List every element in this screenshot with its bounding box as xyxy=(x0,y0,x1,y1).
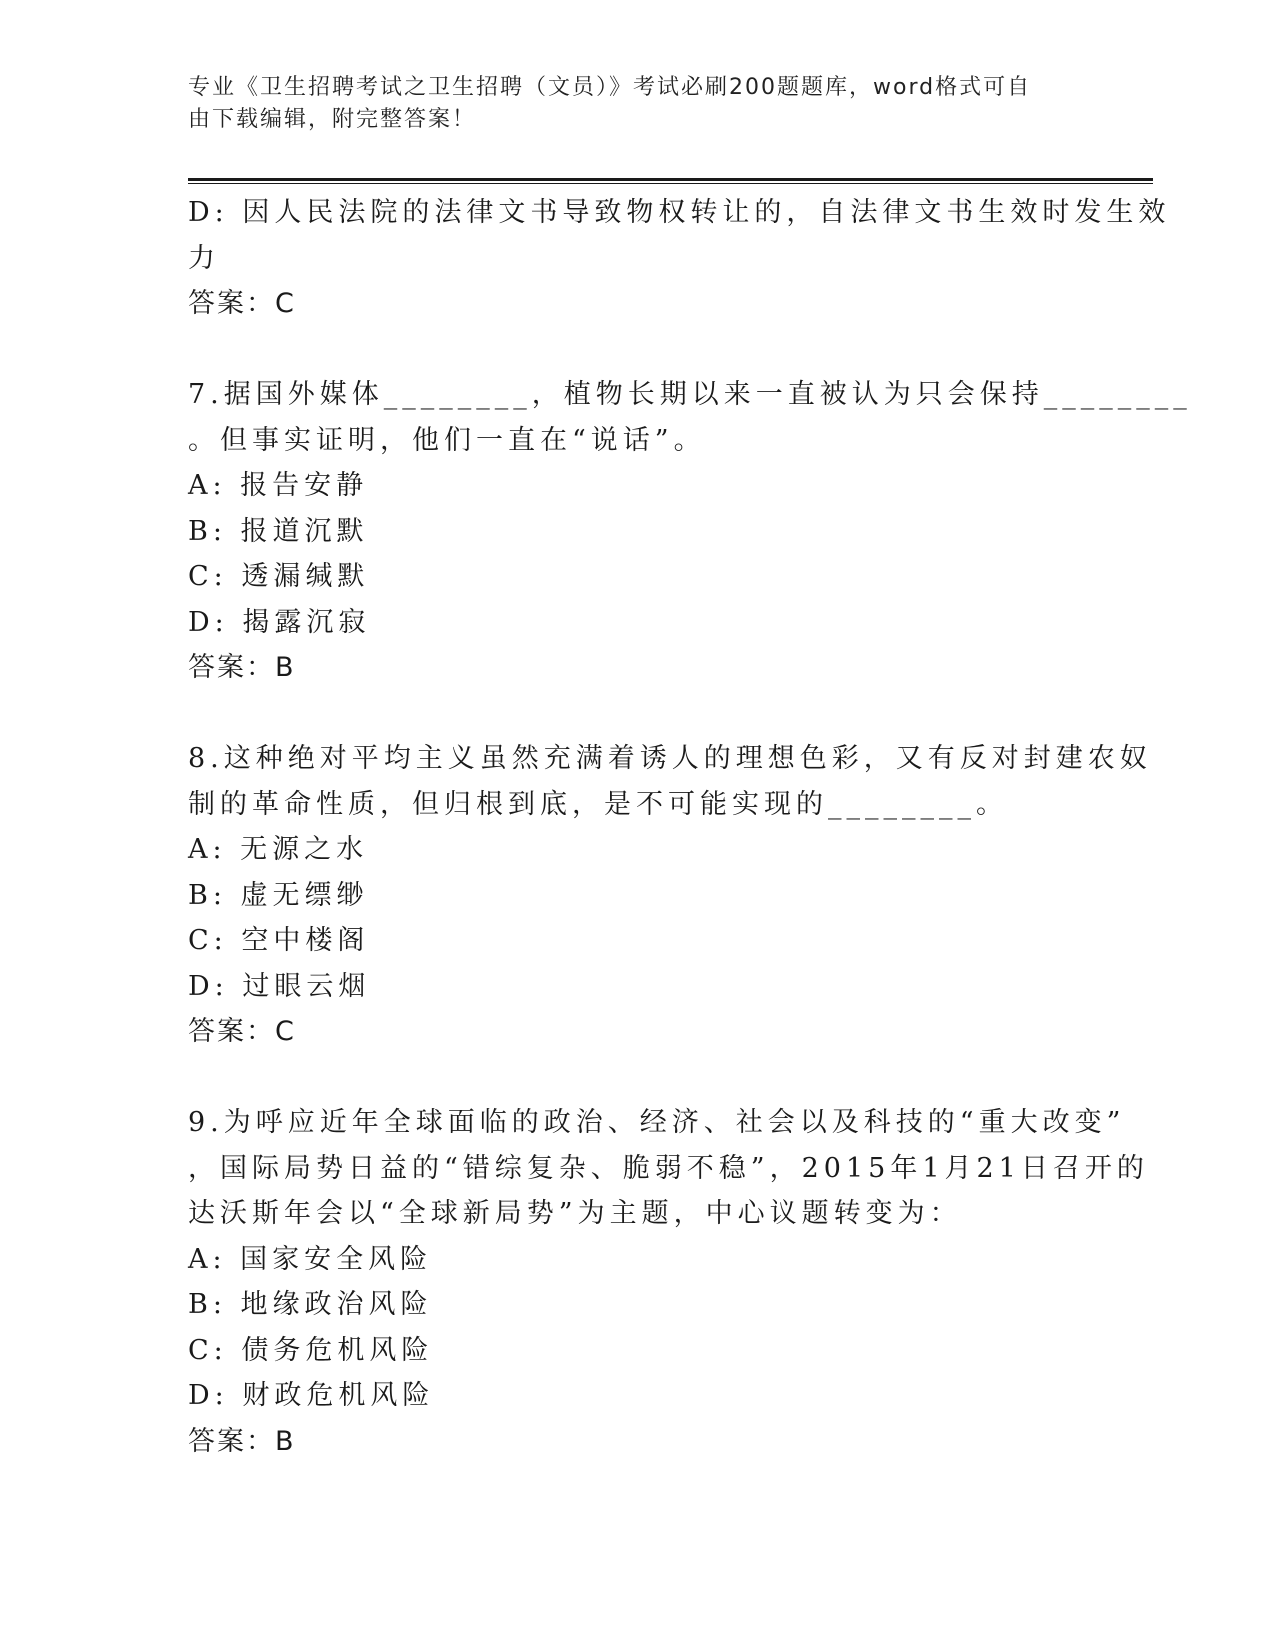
option-a: A: 报告安静 xyxy=(188,470,369,501)
question-9 xyxy=(188,1100,1149,1464)
spacer xyxy=(188,327,1088,373)
question-text: 8.这种绝对平均主义虽然充满着诱人的理想色彩，又有反对封建农奴 xyxy=(188,743,1152,774)
option-b: B: 地缘政治风险 xyxy=(188,1289,433,1320)
option-b: B: 虚无缥缈 xyxy=(188,879,369,911)
option-c: C: 透漏缄默 xyxy=(188,561,370,592)
header-divider-thick xyxy=(188,178,1153,181)
spacer xyxy=(188,691,1088,737)
answer-line: 答案：C xyxy=(188,1016,296,1047)
answer-line: 答案：B xyxy=(188,1425,296,1457)
previous-question-tail xyxy=(188,190,1171,327)
option-c: C: 债务危机风险 xyxy=(188,1334,434,1366)
option-a: A: 无源之水 xyxy=(188,834,369,865)
option-c: C: 空中楼阁 xyxy=(188,925,370,956)
question-content xyxy=(188,190,1192,1464)
header-line-2: 由下载编辑，附完整答案！ xyxy=(188,107,477,132)
question-text-continued: ，国际局势日益的“错综复杂、脆弱不稳”，2015年1月21日召开的 xyxy=(188,1152,1149,1184)
option-b: B: 报道沉默 xyxy=(188,515,369,547)
question-text: 7.据国外媒体________，植物长期以来一直被认为只会保持________ xyxy=(188,379,1192,410)
question-text: 9.为呼应近年全球面临的政治、经济、社会以及科技的“重大改变” xyxy=(188,1107,1126,1138)
option-d: D: 揭露沉寂 xyxy=(188,606,371,638)
option-d: D: 因人民法院的法律文书导致物权转让的，自法律文书生效时发生效 xyxy=(188,197,1171,228)
question-text-continued-2: 达沃斯年会以“全球新局势”为主题，中心议题转变为： xyxy=(188,1198,962,1229)
document-header xyxy=(188,72,1068,136)
option-d: D: 过眼云烟 xyxy=(188,970,371,1002)
option-a: A: 国家安全风险 xyxy=(188,1243,433,1275)
question-8 xyxy=(188,736,1152,1055)
option-d: D: 财政危机风险 xyxy=(188,1380,435,1411)
header-line-1: 专业《卫生招聘考试之卫生招聘（文员）》考试必刷200题题库，word格式可自 xyxy=(188,75,1032,100)
header-divider-thin xyxy=(188,183,1153,184)
question-text-continued: 制的革命性质，但归根到底，是不可能实现的________。 xyxy=(188,788,1008,820)
answer-line: 答案：C xyxy=(188,288,296,319)
answer-line: 答案：B xyxy=(188,652,296,683)
spacer xyxy=(188,1055,1088,1101)
question-7 xyxy=(188,372,1192,691)
question-text-continued: 。但事实证明，他们一直在“说话”。 xyxy=(188,424,706,456)
option-d-continued: 力 xyxy=(188,242,220,274)
